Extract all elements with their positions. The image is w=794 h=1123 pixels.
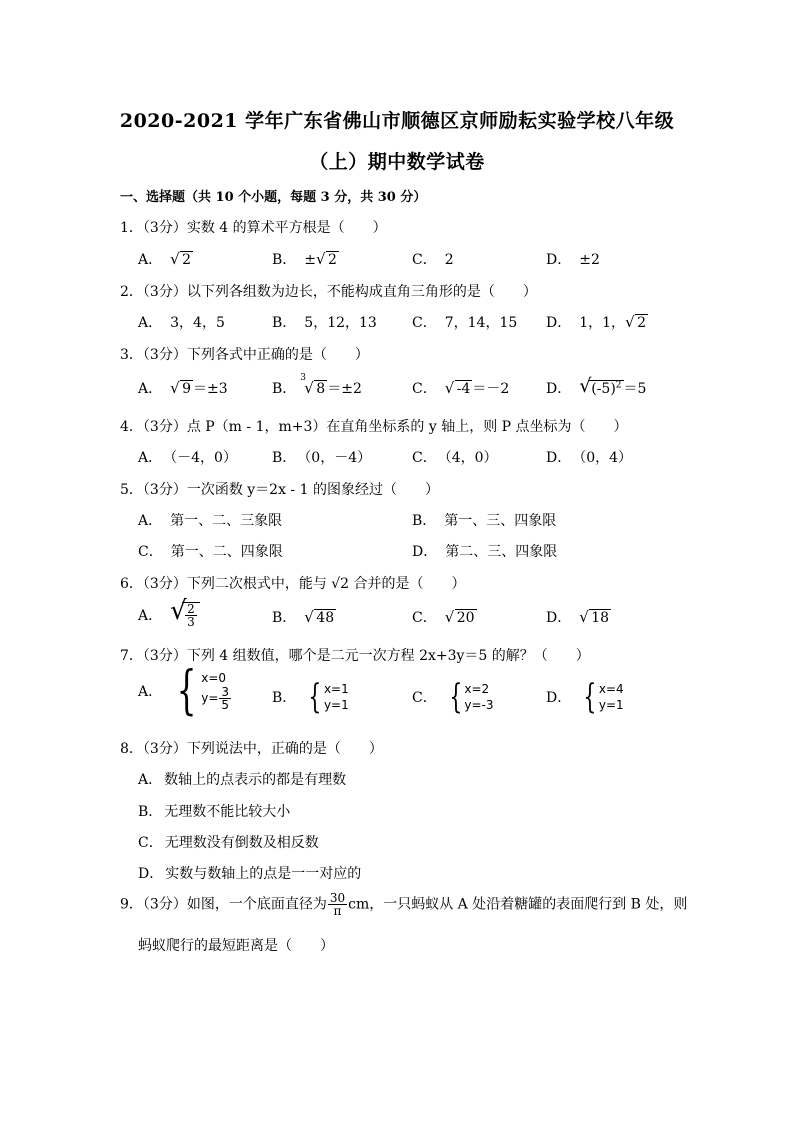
q1-option-d: [546, 249, 600, 269]
q1-option-a: [138, 249, 193, 269]
option-label: B．: [272, 381, 297, 397]
option-label: B．: [272, 450, 297, 466]
option-label: D．: [546, 252, 572, 268]
option-label: A．: [138, 607, 163, 624]
q2-option-c: [412, 312, 517, 332]
q5-option-c: [138, 541, 283, 561]
sqrt-expr: √ -4: [444, 379, 471, 397]
option-label: A．: [138, 683, 163, 700]
option-label: B．: [272, 315, 297, 331]
system-line: y=1: [323, 698, 349, 712]
system-line: x=1: [323, 682, 349, 696]
system-line: x=2: [464, 682, 490, 696]
option-label: D．: [546, 381, 572, 397]
option-label: D．: [138, 866, 164, 882]
option-text: （4，0）: [444, 450, 498, 466]
question-2-stem: 2．（3分）以下列各组数为边长，不能构成直角三角形的是（ ）: [120, 284, 537, 300]
option-label: D．: [412, 544, 438, 560]
equation-system: { x=4 y=1: [583, 677, 624, 717]
system-line: y= $\frac{3}{5}$: [201, 685, 230, 712]
q2-option-d: D． 1，1， √ 2: [546, 313, 646, 331]
q4-option-b: [272, 447, 371, 467]
option-label: A．: [138, 252, 163, 268]
q6-option-a: [138, 596, 200, 629]
exam-title-line1: 2020-2021 学年广东省佛山市顺德区京师励耘实验学校八年级: [119, 110, 675, 132]
system-line: y=1: [598, 698, 624, 712]
option-label: C．: [412, 450, 437, 466]
question-9-stem-line2: 蚂蚁爬行的最短距离是（ ）: [138, 938, 334, 954]
q8-option-a: [138, 769, 346, 789]
option-label: D．: [546, 450, 572, 466]
question-7-stem: 7．（3分）下列 4 组数值，哪个是二元一次方程 2x+3y＝5 的解？（ ）: [120, 648, 590, 664]
exam-title-line2: （上）期中数学试卷: [309, 151, 485, 173]
option-label: A．: [138, 513, 163, 529]
option-label: B．: [412, 513, 437, 529]
option-label: D．: [546, 610, 572, 626]
question-6-stem: 6．（3分）下列二次根式中，能与 √2 合并的是（ ）: [120, 576, 466, 592]
sqrt-expr: √ 2: [316, 250, 337, 268]
q8-option-b: [138, 801, 290, 821]
cbrt-expr: 3 √ 8: [300, 373, 326, 397]
q7-option-b: [272, 677, 349, 717]
option-label: B．: [272, 610, 297, 626]
option-text: 无理数不能比较大小: [164, 804, 291, 820]
option-label: C．: [412, 315, 437, 331]
option-text: 数轴上的点表示的都是有理数: [164, 772, 347, 788]
option-label: C．: [138, 544, 163, 560]
q6-option-d: [546, 607, 611, 627]
option-text: （－4，0）: [170, 450, 237, 466]
question-8-stem: 8．（3分）下列说法中，正确的是（ ）: [120, 741, 383, 757]
question-1-stem: 1．（3分）实数 4 的算术平方根是（ ）: [120, 220, 387, 236]
q8-option-c: [138, 832, 319, 852]
option-label: D．: [546, 690, 572, 706]
q5-option-b: [412, 510, 556, 530]
option-text: （0，4）: [579, 450, 633, 466]
question-9-stem: [120, 892, 687, 917]
option-label: A．: [138, 772, 163, 788]
q7-option-c: [412, 677, 494, 717]
option-label: C．: [412, 252, 437, 268]
q7-option-a: [138, 660, 232, 721]
equation-system: { x=2 y=-3: [449, 677, 494, 717]
option-label: C．: [138, 835, 163, 851]
option-label: A．: [138, 315, 163, 331]
q6-option-c: [412, 607, 477, 627]
option-text: 第一、二、三象限: [170, 513, 283, 529]
question-4-stem: 4．（3分）点 P（m - 1，m+3）在直角坐标系的 y 轴上，则 P 点坐标为（ ）: [120, 419, 628, 435]
equation-system: { x=0 y= $\frac{3}{5}$: [170, 670, 232, 711]
option-text: 第一、三、四象限: [444, 513, 557, 529]
option-text: 7，14，15: [444, 315, 518, 331]
option-label: C．: [412, 610, 437, 626]
equation-system: { x=1 y=1: [308, 677, 349, 717]
stem-text: cm，一只蚂蚁从 A 处沿着糖罐的表面爬行到 B 处，则: [348, 896, 688, 913]
q2-option-b: [272, 312, 377, 332]
stem-text: 9．（3分）如图，一个底面直径为: [120, 896, 327, 913]
option-label: B．: [138, 804, 163, 820]
sqrt-expr: √ 18: [579, 608, 610, 626]
option-label: B．: [272, 252, 297, 268]
option-label: A．: [138, 450, 163, 466]
option-text: 5，12，13: [304, 315, 377, 331]
option-label: A．: [138, 381, 163, 397]
q4-option-d: [546, 447, 632, 467]
q2-option-a: [138, 312, 225, 332]
sqrt-expr: √ 2: [170, 250, 192, 268]
option-text: ±2: [579, 252, 600, 268]
option-text: 3，4，5: [170, 315, 225, 331]
sqrt-expr: √ $(-5)^2$: [579, 375, 622, 398]
option-text: 实数与数轴上的点是一一对应的: [165, 866, 362, 882]
question-5-stem: 5．（3分）一次函数 y＝2x - 1 的图象经过（ ）: [120, 482, 439, 498]
option-label: C．: [412, 381, 437, 397]
q5-option-d: [412, 541, 557, 561]
system-line: x=0: [201, 671, 227, 685]
option-label: D．: [546, 315, 572, 331]
option-text: 第二、三、四象限: [445, 544, 558, 560]
section-heading: 一、选择题（共 10 个小题，每题 3 分，共 30 分）: [120, 190, 427, 205]
system-line: x=4: [598, 682, 624, 696]
option-label: C．: [412, 690, 437, 706]
option-text: （0，－4）: [304, 450, 372, 466]
option-text: 第一、二、四象限: [170, 544, 283, 560]
question-3-stem: 3．（3分）下列各式中正确的是（ ）: [120, 347, 369, 363]
q6-option-b: [272, 607, 336, 627]
q4-option-c: [412, 447, 498, 467]
option-text: 无理数没有倒数及相反数: [164, 835, 319, 851]
q3-option-c: C． √ -4 ＝－2: [412, 379, 510, 397]
sqrt-expr: √ 2: [625, 313, 646, 331]
q3-option-d: D． √ $(-5)^2 =5$: [546, 375, 647, 398]
option-label: B．: [272, 690, 297, 706]
q3-option-b: B． 3 √ 8 ＝±2: [272, 373, 362, 397]
q5-option-a: [138, 510, 282, 530]
q8-option-d: [138, 863, 361, 883]
q4-option-a: [138, 447, 237, 467]
q1-option-c: [412, 249, 454, 269]
diameter-fraction: $\frac{30}{\pi}$: [329, 891, 346, 918]
system-line: y=-3: [464, 698, 494, 712]
sqrt-frac-expr: √ $\frac{2}{3}$: [170, 602, 200, 628]
sqrt-expr: √ 48: [304, 608, 335, 626]
sqrt-expr: √ 20: [444, 608, 475, 626]
q7-option-d: [546, 677, 624, 717]
q1-option-b: B． ± √ 2: [272, 250, 337, 268]
option-text: 2: [444, 252, 454, 268]
sqrt-expr: √ 9: [170, 379, 192, 397]
q3-option-a: A． √ 9 ＝±3: [138, 379, 228, 397]
